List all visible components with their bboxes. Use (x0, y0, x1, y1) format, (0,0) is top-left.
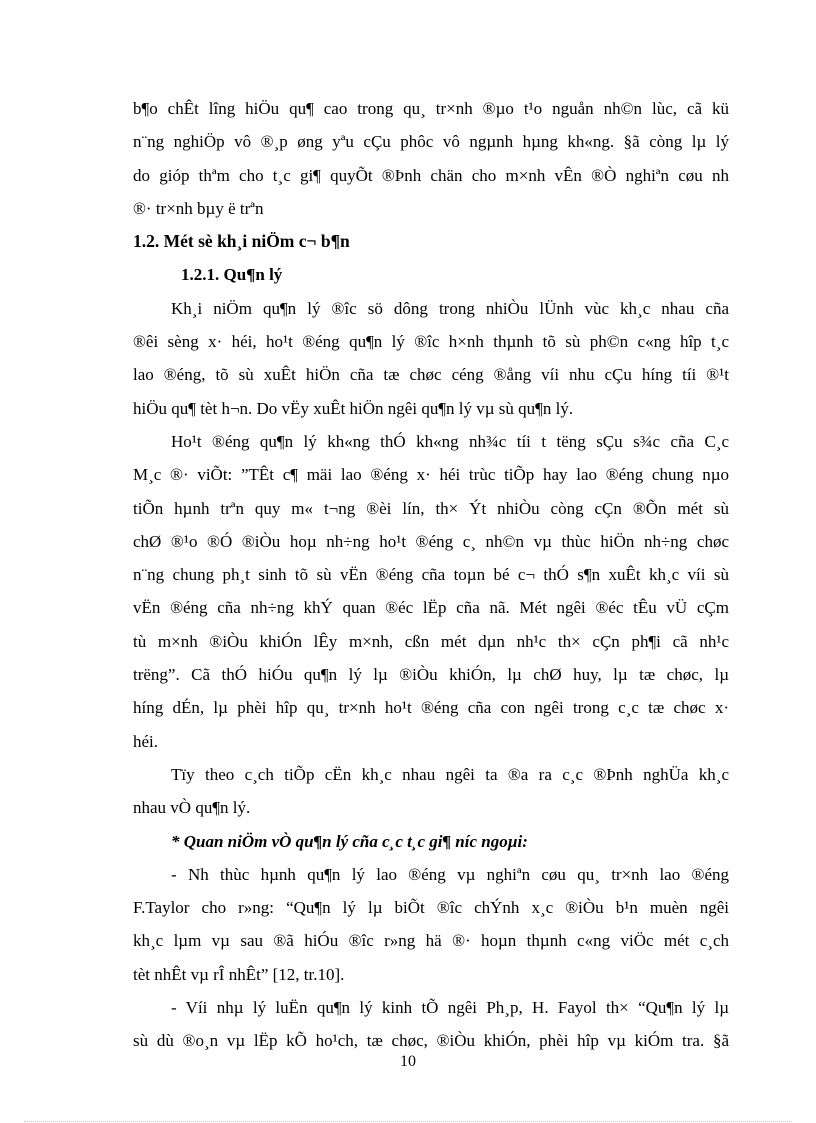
text-line: lao ®éng, tõ sù xuÊt hiÖn cña tæ chøc céng ®ång víi nhu cÇu híng tíi ®¹t (133, 365, 729, 385)
text-line: Tïy theo c¸ch tiÕp cËn kh¸c nhau ngêi ta ®a ra c¸c ®Þnh nghÜa kh¸c (171, 764, 729, 784)
emphasis-heading: * Quan niÖm vÒ qu¶n lý cña c¸c t¸c gi¶ níc ngoµi: (171, 831, 528, 851)
text-line: chØ ®¹o ®Ó ®iÒu hoµ nh÷ng ho¹t ®éng c¸ nh©n vµ thùc hiÖn nh÷ng chøc (133, 531, 729, 551)
text-line: ®· tr×nh bµy ë trªn (133, 198, 264, 218)
subsection-heading: 1.2.1. Qu¶n lý (181, 265, 283, 285)
section-heading: 1.2. Mét sè kh¸i niÖm c¬ b¶n (133, 231, 350, 252)
text-line: Kh¸i niÖm qu¶n lý ®îc sö dông trong nhiÒu lÜnh vùc kh¸c nhau cña (171, 298, 729, 318)
text-line: n¨ng chung ph¸t sinh tõ sù vËn ®éng cña toµn bé c¬ thÓ s¶n xuÊt kh¸c víi sù (133, 565, 729, 585)
text-line: - Nh thùc hµnh qu¶n lý lao ®éng vµ nghiªn cøu qu¸ tr×nh lao ®éng (171, 864, 729, 884)
text-line: do gióp thªm cho t¸c gi¶ quyÕt ®Þnh chän cho m×nh vÊn ®Ò nghiªn cøu nh (133, 165, 729, 185)
text-line: tiÕn hµnh trªn quy m« t¬ng ®èi lín, th× Ýt nhiÒu còng cÇn ®Õn mét sù (133, 498, 729, 518)
text-line: - Víi nhµ lý luËn qu¶n lý kinh tÕ ngêi Ph¸p, H. Fayol th× “Qu¶n lý lµ (171, 998, 729, 1018)
text-line: tù m×nh ®iÒu khiÓn lÊy m×nh, cßn mét dµn nh¹c th× cÇn ph¶i cã nh¹c (133, 631, 729, 651)
text-line: b¶o chÊt lîng hiÖu qu¶ cao trong qu¸ tr×nh ®µo t¹o nguån nh©n lùc, cã kü (133, 99, 729, 118)
text-line: F.Taylor cho r»ng: “Qu¶n lý lµ biÕt ®îc chÝnh x¸c ®iÒu b¹n muèn ngêi (133, 898, 729, 918)
text-line: tèt nhÊt vµ rÎ nhÊt” [12, tr.10]. (133, 964, 345, 984)
text-line: trëng”. Cã thÓ hiÓu qu¶n lý lµ ®iÒu khiÓn, lµ chØ huy, lµ tæ chøc, lµ (133, 665, 729, 685)
text-line: kh¸c lµm vµ sau ®ã hiÓu ®îc r»ng hä ®· hoµn thµnh c«ng viÖc mét c¸ch (133, 931, 729, 951)
document-body (133, 92, 729, 1058)
text-line: M¸c ®· viÕt: ”TÊt c¶ mäi lao ®éng x· héi trùc tiÕp hay lao ®éng chung nµo (133, 465, 729, 485)
footer-divider (24, 1121, 792, 1122)
text-line: héi. (133, 731, 159, 751)
text-line: vËn ®éng cña nh÷ng khÝ quan ®éc lËp cña nã. Mét ngêi ®éc tÊu vÜ cÇm (133, 598, 729, 618)
page-number: 10 (400, 1053, 416, 1070)
text-line: nhau vÒ qu¶n lý. (133, 798, 251, 818)
text-line: híng dÉn, lµ phèi hîp qu¸ tr×nh ho¹t ®éng cña con ngêi trong c¸c tæ chøc x· (133, 698, 729, 718)
text-line: n¨ng nghiÖp vô ®¸p øng yªu cÇu phôc vô ngµnh hµng kh«ng. §ã còng lµ lý (133, 132, 729, 152)
text-line: hiÖu qu¶ tèt h¬n. Do vËy xuÊt hiÖn ngêi qu¶n lý vµ sù qu¶n lý. (133, 398, 574, 418)
text-line: ®êi sèng x· héi, ho¹t ®éng qu¶n lý ®îc h×nh thµnh tõ sù ph©n c«ng hîp t¸c (133, 332, 729, 352)
text-line: Ho¹t ®éng qu¶n lý kh«ng thÓ kh«ng nh¾c tíi t tëng sÇu s¾c cña C¸c (171, 431, 729, 451)
text-line: sù dù ®o¸n vµ lËp kÕ ho¹ch, tæ chøc, ®iÒu khiÓn, phèi hîp vµ kiÓm tra. §ã (133, 1031, 729, 1051)
